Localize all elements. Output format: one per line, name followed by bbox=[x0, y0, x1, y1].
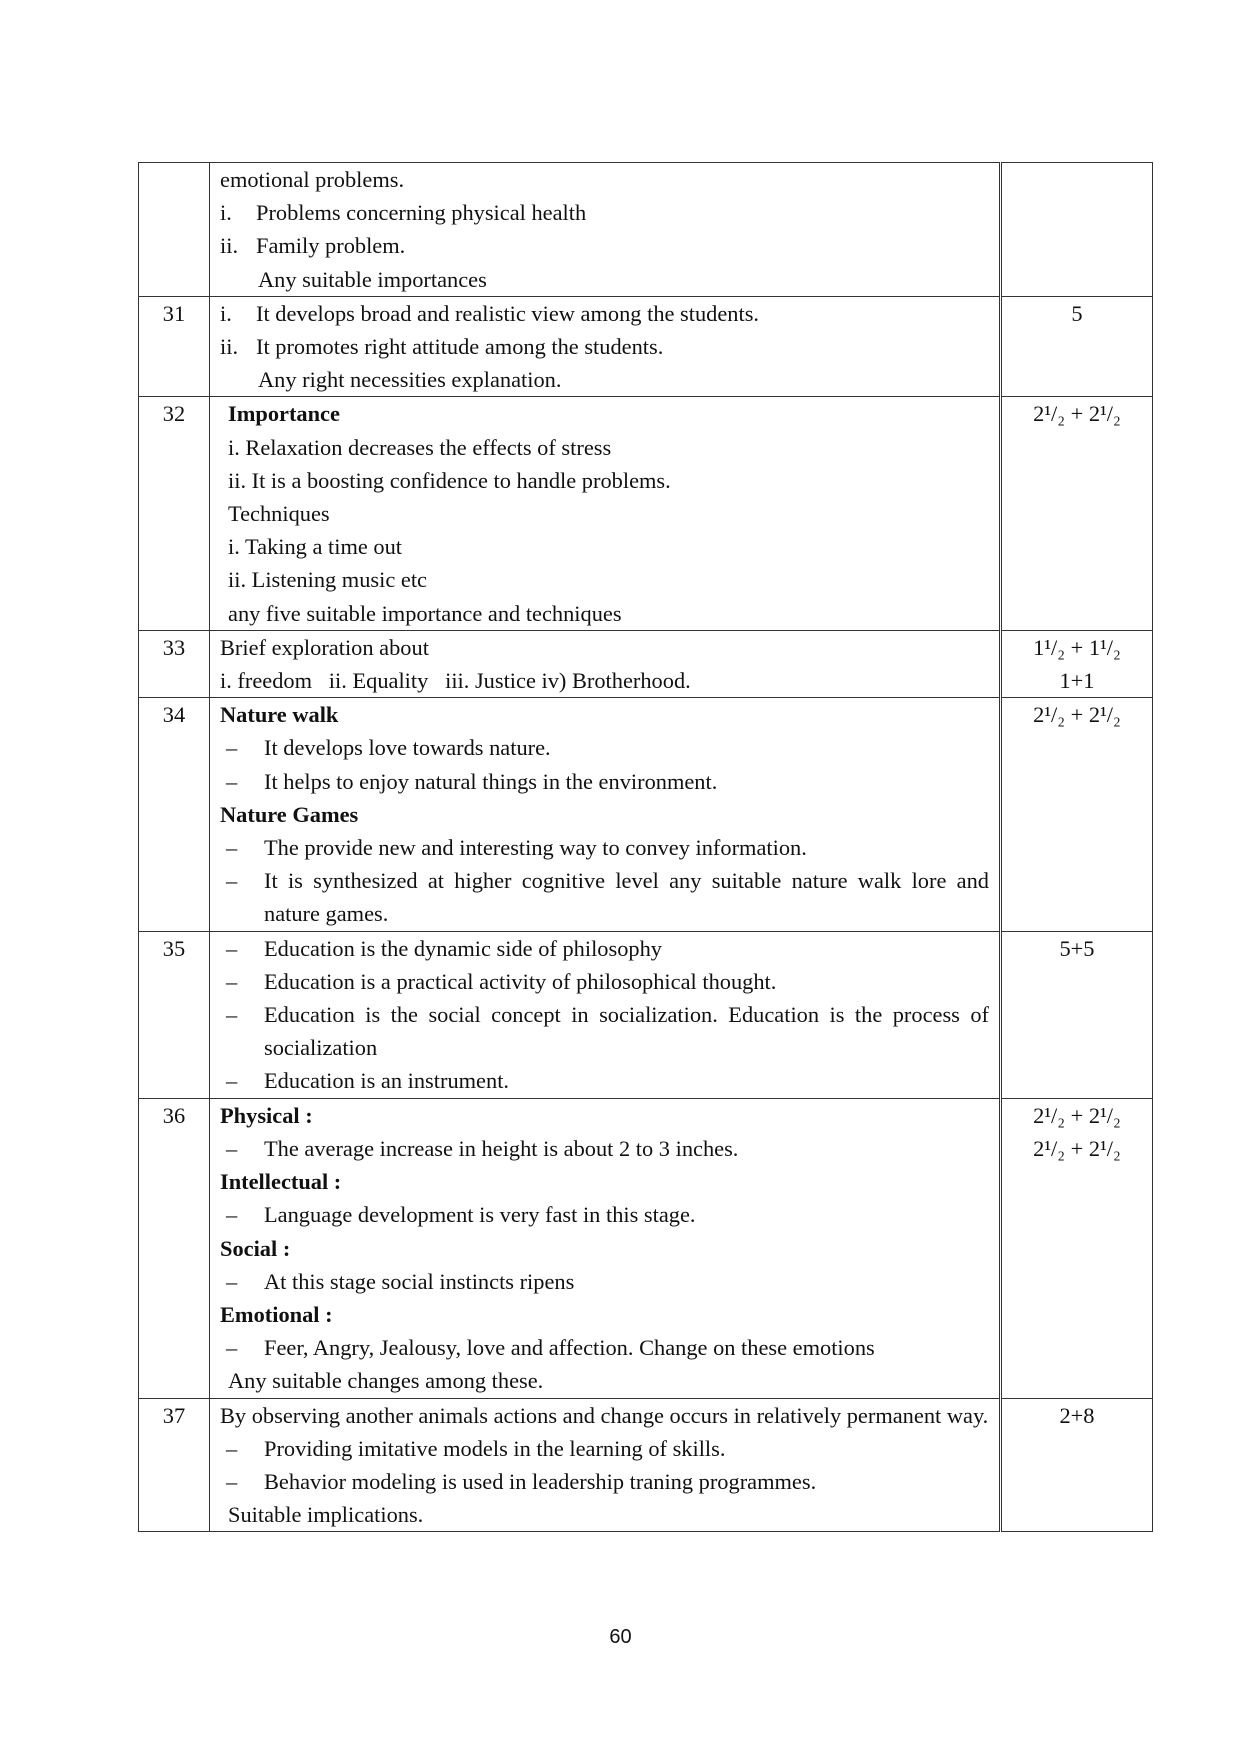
section-heading: Social : bbox=[220, 1235, 291, 1261]
dash-list-item bbox=[220, 998, 989, 1064]
answer-content bbox=[210, 1098, 1001, 1398]
list-item-text: It is synthesized at higher cognitive level any suitable nature walk lore and nature games. bbox=[264, 868, 989, 927]
dash-bullet: – bbox=[226, 1468, 238, 1494]
list-item-text: At this stage social instincts ripens bbox=[264, 1268, 575, 1294]
marks-cell bbox=[1001, 1398, 1153, 1532]
marks-cell bbox=[1001, 698, 1153, 931]
question-number: 35 bbox=[139, 931, 210, 1098]
dash-list-item bbox=[220, 1132, 989, 1165]
dash-bullet: – bbox=[226, 868, 238, 894]
list-item-text: Language development is very fast in this stage. bbox=[264, 1202, 696, 1228]
dash-bullet: – bbox=[226, 968, 238, 994]
dash-bullet: – bbox=[226, 768, 238, 794]
marks-value: 1¹/₂ + 1¹/₂ bbox=[1033, 634, 1121, 660]
answer-row bbox=[139, 698, 1153, 931]
question-number: 33 bbox=[139, 630, 210, 697]
text-line: any five suitable importance and techniques bbox=[228, 600, 622, 626]
list-item-text: Family problem. bbox=[256, 233, 406, 259]
roman-numeral: i. bbox=[220, 300, 232, 326]
list-item-text: It promotes right attitude among the students. bbox=[256, 334, 664, 360]
marks-value: 2¹/₂ + 2¹/₂ bbox=[1033, 1135, 1121, 1161]
dash-list-item bbox=[220, 932, 989, 965]
marks-value: 1+1 bbox=[1059, 668, 1095, 694]
text-line: i. Relaxation decreases the effects of stress bbox=[228, 434, 612, 460]
text-line: Any suitable importances bbox=[258, 266, 487, 292]
section-heading: Intellectual : bbox=[220, 1169, 342, 1195]
roman-list-item bbox=[220, 330, 989, 363]
list-item-text: Education is a practical activity of philosophical thought. bbox=[264, 968, 777, 994]
text-line: Suitable implications. bbox=[228, 1502, 424, 1528]
dash-bullet: – bbox=[226, 1335, 238, 1361]
answer-row bbox=[139, 630, 1153, 697]
answer-content bbox=[210, 698, 1001, 931]
text-line: Brief exploration about bbox=[220, 634, 429, 660]
dash-list-item bbox=[220, 1465, 989, 1498]
dash-bullet: – bbox=[226, 1068, 238, 1094]
text-line: i. freedom ii. Equality iii. Justice iv) Brotherhood. bbox=[220, 668, 691, 694]
question-number: 36 bbox=[139, 1098, 210, 1398]
dash-bullet: – bbox=[226, 735, 238, 761]
answer-content bbox=[210, 397, 1001, 630]
text-line: i. Taking a time out bbox=[228, 534, 403, 560]
dash-list-item bbox=[220, 1265, 989, 1298]
dash-list-item bbox=[220, 765, 989, 798]
question-number: 32 bbox=[139, 397, 210, 630]
dash-bullet: – bbox=[226, 1435, 238, 1461]
text-line: ii. Listening music etc bbox=[228, 567, 427, 593]
roman-numeral: i. bbox=[220, 200, 232, 226]
list-item-text: Problems concerning physical health bbox=[256, 200, 587, 226]
section-heading: Physical : bbox=[220, 1102, 313, 1128]
dash-bullet: – bbox=[226, 935, 238, 961]
marks-value: 5 bbox=[1071, 300, 1083, 326]
dash-list-item bbox=[220, 831, 989, 864]
section-heading: Importance bbox=[228, 401, 340, 427]
list-item-text: Providing imitative models in the learning of skills. bbox=[264, 1435, 726, 1461]
question-number: 37 bbox=[139, 1398, 210, 1532]
text-line: Techniques bbox=[228, 501, 330, 527]
marks-cell bbox=[1001, 1098, 1153, 1398]
text-line: Any suitable changes among these. bbox=[228, 1368, 544, 1394]
list-item-text: It helps to enjoy natural things in the environment. bbox=[264, 768, 718, 794]
marks-value: 2¹/₂ + 2¹/₂ bbox=[1033, 1102, 1121, 1128]
roman-list-item bbox=[220, 229, 989, 262]
roman-list-item bbox=[220, 297, 989, 330]
marks-cell bbox=[1001, 296, 1153, 397]
answer-content bbox=[210, 296, 1001, 397]
list-item-text: It develops broad and realistic view among the students. bbox=[256, 300, 760, 326]
dash-bullet: – bbox=[226, 1002, 238, 1028]
section-heading: Emotional : bbox=[220, 1301, 333, 1327]
question-number bbox=[139, 163, 210, 297]
dash-list-item bbox=[220, 731, 989, 764]
answer-content bbox=[210, 163, 1001, 297]
marks-cell bbox=[1001, 630, 1153, 697]
list-item-text: Education is the dynamic side of philosophy bbox=[264, 935, 662, 961]
marks-value: 2¹/₂ + 2¹/₂ bbox=[1033, 702, 1121, 728]
dash-list-item bbox=[220, 1432, 989, 1465]
text-line: By observing another animals actions and change occurs in relatively permanent way. bbox=[220, 1402, 989, 1428]
dash-bullet: – bbox=[226, 1268, 238, 1294]
dash-list-item bbox=[220, 1064, 989, 1097]
answer-content bbox=[210, 931, 1001, 1098]
roman-numeral: ii. bbox=[220, 334, 239, 360]
question-number: 34 bbox=[139, 698, 210, 931]
answer-key-body bbox=[139, 163, 1153, 1532]
dash-list-item bbox=[220, 1331, 989, 1364]
answer-row bbox=[139, 931, 1153, 1098]
text-line: Any right necessities explanation. bbox=[258, 367, 562, 393]
roman-numeral: ii. bbox=[220, 233, 239, 259]
marks-cell bbox=[1001, 397, 1153, 630]
list-item-text: The average increase in height is about 2 to 3 inches. bbox=[264, 1135, 739, 1161]
dash-list-item bbox=[220, 864, 989, 930]
answer-row bbox=[139, 163, 1153, 297]
dash-bullet: – bbox=[226, 1202, 238, 1228]
list-item-text: Behavior modeling is used in leadership traning programmes. bbox=[264, 1468, 817, 1494]
section-heading: Nature walk bbox=[220, 702, 339, 728]
roman-list-item bbox=[220, 196, 989, 229]
dash-bullet: – bbox=[226, 1135, 238, 1161]
marks-value: 2+8 bbox=[1059, 1402, 1095, 1428]
text-line: ii. It is a boosting confidence to handle problems. bbox=[228, 467, 671, 493]
list-item-text: Education is an instrument. bbox=[264, 1068, 510, 1094]
list-item-text: The provide new and interesting way to convey information. bbox=[264, 835, 807, 861]
dash-bullet: – bbox=[226, 835, 238, 861]
marks-cell bbox=[1001, 163, 1153, 297]
list-item-text: It develops love towards nature. bbox=[264, 735, 551, 761]
answer-content bbox=[210, 630, 1001, 697]
answer-row bbox=[139, 1398, 1153, 1532]
answer-key-table bbox=[138, 162, 1153, 1532]
section-heading: Nature Games bbox=[220, 801, 359, 827]
answer-row bbox=[139, 1098, 1153, 1398]
marks-cell bbox=[1001, 931, 1153, 1098]
text-line: emotional problems. bbox=[220, 167, 405, 192]
dash-list-item bbox=[220, 1198, 989, 1231]
list-item-text: Feer, Angry, Jealousy, love and affection. Change on these emotions bbox=[264, 1335, 875, 1361]
dash-list-item bbox=[220, 965, 989, 998]
answer-row bbox=[139, 397, 1153, 630]
marks-value: 5+5 bbox=[1059, 935, 1095, 961]
page-number: 60 bbox=[609, 1626, 632, 1648]
marks-value: 2¹/₂ + 2¹/₂ bbox=[1033, 401, 1121, 427]
question-number: 31 bbox=[139, 296, 210, 397]
answer-content bbox=[210, 1398, 1001, 1532]
list-item-text: Education is the social concept in socialization. Education is the process of socialization bbox=[264, 1002, 989, 1061]
answer-row bbox=[139, 296, 1153, 397]
